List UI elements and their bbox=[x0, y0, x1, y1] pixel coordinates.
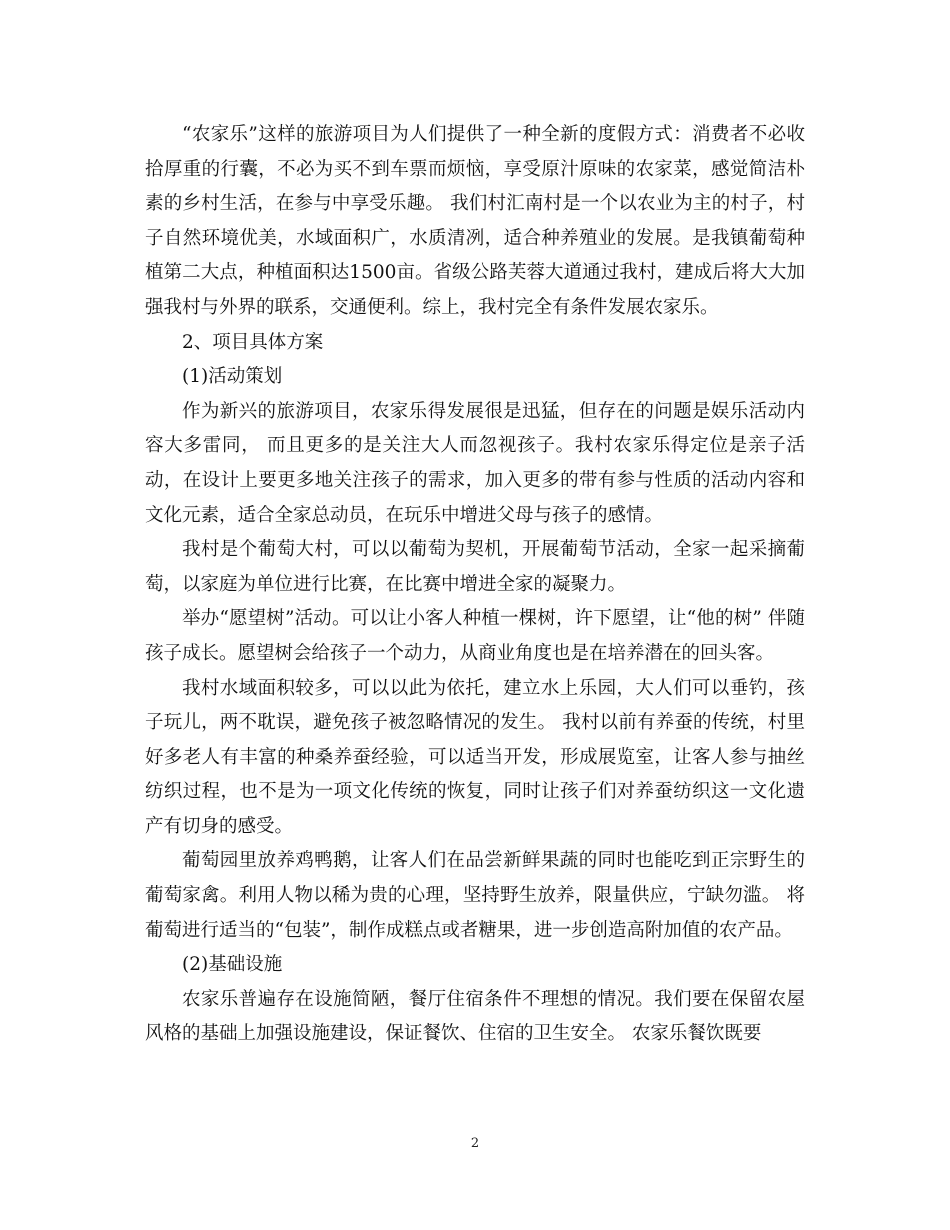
paragraph: “农家乐”这样的旅游项目为人们提供了一种全新的度假方式：消费者不必收拾厚重的行囊，不必为买不到车票而烦恼，享受原汁原味的农家菜，感觉简洁朴素的乡村生活，在参与中享受乐趣。 我们村汇南村是一个以农业为主的村子，村子自然环境优美，水域面积广，水质清冽，适合种养殖业的发展。是我镇葡萄种植第二大点，种植面积达1500亩。省级公路芙蓉大道通过我村，建成后将大大加强我村与外界的联系，交通便利。综上，我村完全有条件发展农家乐。 bbox=[145, 124, 805, 318]
page-number: 2 bbox=[470, 1136, 480, 1151]
paragraph: 作为新兴的旅游项目，农家乐得发展很是迅猛，但存在的问题是娱乐活动内容大多雷同， 而且更多的是关注大人而忽视孩子。我村农家乐得定位是亲子活动，在设计上要更多地关注孩子的需求，加入更多的带有参与性质的活动内容和文化元素，适合全家总动员，在玩乐中增进父母与孩子的感情。 bbox=[145, 400, 805, 526]
paragraph: 葡萄园里放养鸡鸭鹅，让客人们在品尝新鲜果蔬的同时也能吃到正宗野生的葡萄家禽。利用人物以稀为贵的心理，坚持野生放养，限量供应，宁缺勿滥。 将葡萄进行适当的“包装”，制作成糕点或者糖果，进一步创造高附加值的农产品。 bbox=[145, 850, 805, 941]
subsection-heading: (1)活动策划 bbox=[182, 366, 283, 388]
section-heading: 2、项目具体方案 bbox=[182, 331, 324, 353]
paragraph: 举办“愿望树”活动。可以让小客人种植一棵树，许下愿望，让“他的树” 伴随孩子成长。愿望树会给孩子一个动力，从商业角度也是在培养潜在的回头客。 bbox=[145, 608, 805, 664]
paragraph: 我村是个葡萄大村，可以以葡萄为契机，开展葡萄节活动，全家一起采摘葡萄，以家庭为单位进行比赛，在比赛中增进全家的凝聚力。 bbox=[145, 539, 805, 595]
page-body bbox=[145, 118, 805, 1052]
paragraph: 农家乐普遍存在设施简陋，餐厅住宿条件不理想的情况。我们要在保留农屋风格的基础上加强设施建设，保证餐饮、住宿的卫生安全。 农家乐餐饮既要 bbox=[145, 988, 805, 1045]
paragraph: 我村水域面积较多，可以以此为依托，建立水上乐园，大人们可以垂钓，孩子玩儿，两不耽误，避免孩子被忽略情况的发生。 我村以前有养蚕的传统，村里好多老人有丰富的种桑养蚕经验，可以适当开发，形成展览室，让客人参与抽丝纺织过程，也不是为一项文化传统的恢复，同时让孩子们对养蚕纺织这一文化遗产有切身的感受。 bbox=[145, 677, 805, 837]
subsection-heading: (2)基础设施 bbox=[182, 954, 283, 976]
